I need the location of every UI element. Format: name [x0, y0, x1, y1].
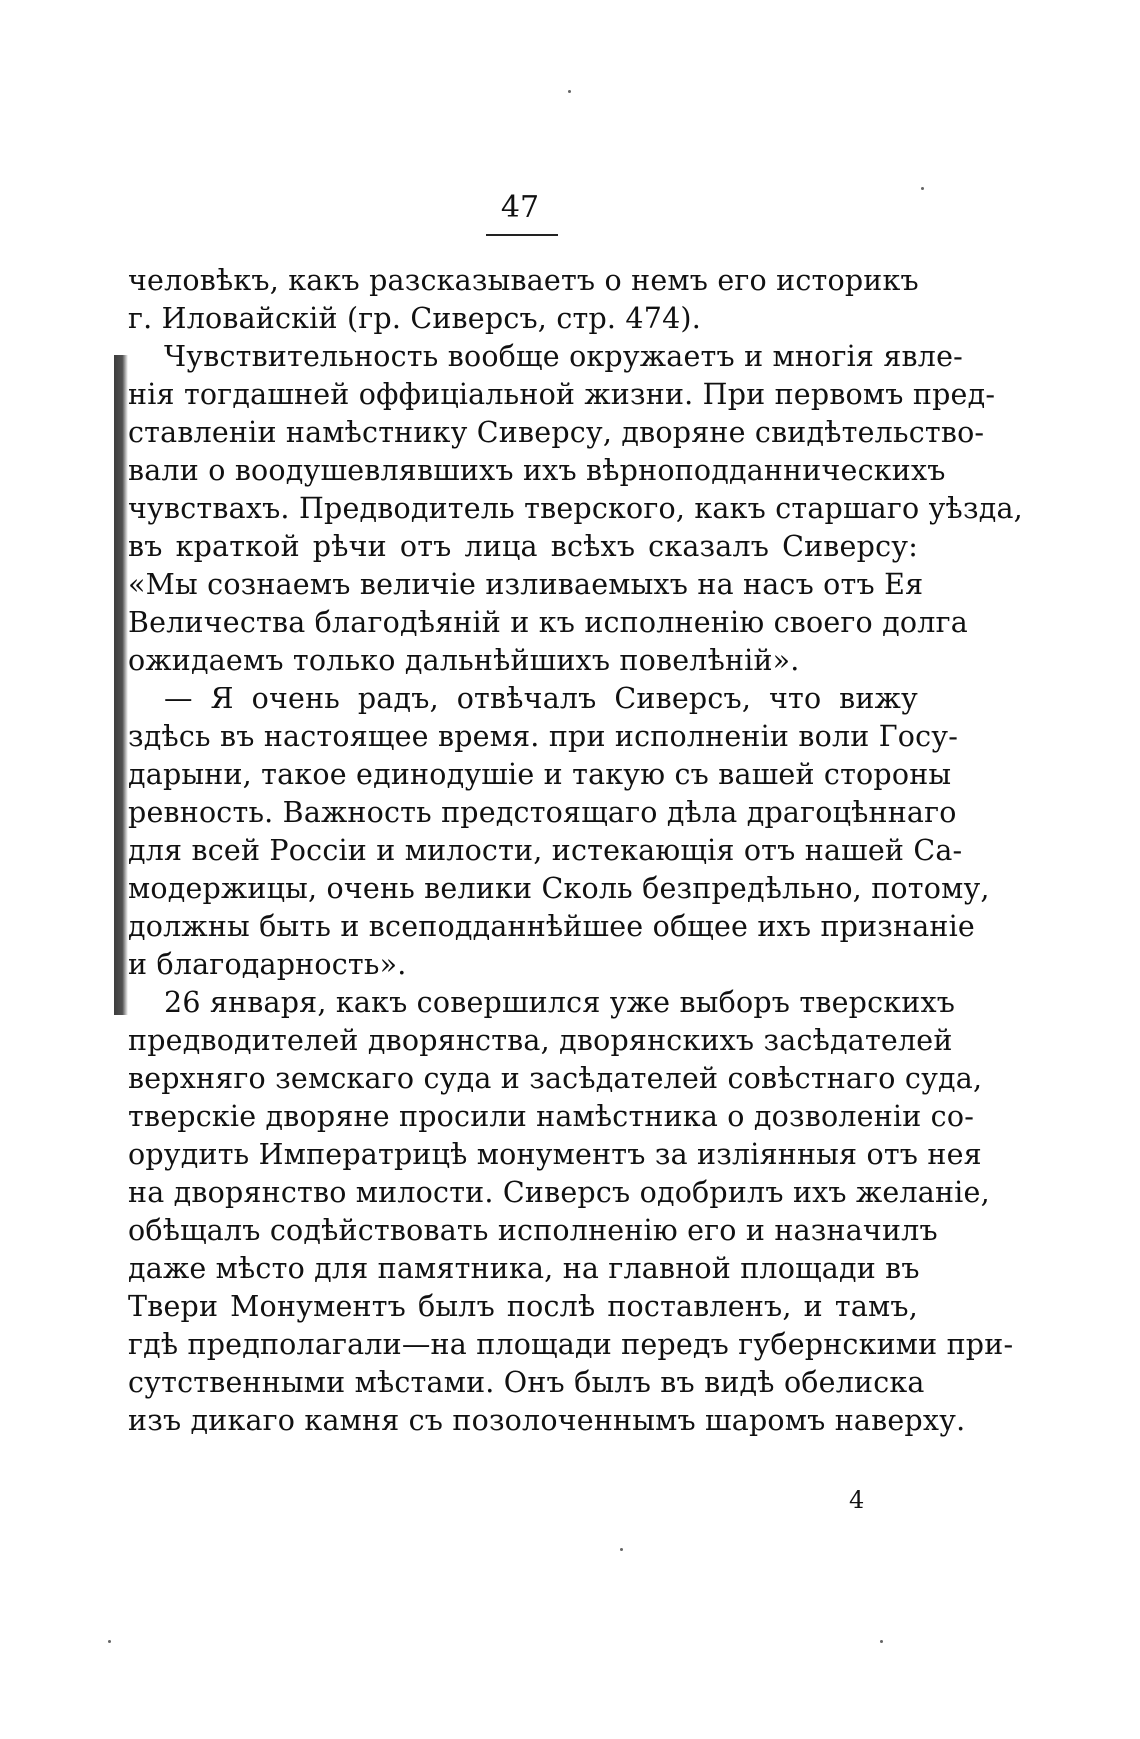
text-line: сутственными мѣстами. Онъ былъ въ видѣ обелиска — [128, 1366, 925, 1399]
text-line: — Я очень радъ, отвѣчалъ Сиверсъ, что вижу — [164, 682, 918, 715]
text-line: человѣкъ, какъ разсказываетъ о немъ его историкъ — [128, 264, 919, 297]
text-line: нія тогдашней оффиціальной жизни. При первомъ пред- — [128, 378, 996, 411]
text-line: Величества благодѣяній и къ исполненію своего долга — [128, 606, 968, 639]
text-line: въ краткой рѣчи отъ лица всѣхъ сказалъ Сиверсу: — [128, 530, 918, 563]
text-line: изъ дикаго камня съ позолоченнымъ шаромъ наверху. — [128, 1404, 966, 1437]
text-line: г. Иловайскій (гр. Сиверсъ, стр. 474). — [128, 302, 701, 335]
paper-speck — [568, 90, 571, 93]
text-line: орудить Императрицѣ монументъ за изліянныя отъ нея — [128, 1138, 982, 1171]
binding-shadow — [114, 355, 128, 1015]
signature-mark: 4 — [849, 1486, 865, 1514]
text-line: Твери Монументъ былъ послѣ поставленъ, и тамъ, — [128, 1290, 918, 1323]
body-text — [128, 262, 1023, 1440]
text-line: 26 января, какъ совершился уже выборъ тверскихъ — [164, 986, 956, 1019]
paper-speck — [620, 1548, 623, 1551]
page-number-rule — [486, 234, 558, 236]
text-line: предводителей дворянства, дворянскихъ засѣдателей — [128, 1024, 953, 1057]
text-line: тверскіе дворяне просили намѣстника о дозволеніи со- — [128, 1100, 975, 1133]
text-line: Чувствительность вообще окружаетъ и многія явле- — [164, 340, 963, 373]
text-line: на дворянство милости. Сиверсъ одобрилъ ихъ желаніе, — [128, 1176, 990, 1209]
paper-speck — [108, 1640, 111, 1643]
paper-speck — [880, 1640, 883, 1643]
text-line: ставленіи намѣстнику Сиверсу, дворяне свидѣтельство- — [128, 416, 985, 449]
text-line: обѣщалъ содѣйствовать исполненію его и назначилъ — [128, 1214, 938, 1247]
text-line: модержицы, очень велики Сколь безпредѣльно, потому, — [128, 872, 990, 905]
text-line: гдѣ предполагали—на площади передъ губернскими при- — [128, 1328, 1014, 1361]
text-line: должны быть и всеподданнѣйшее общее ихъ признаніе — [128, 910, 975, 943]
text-line: для всей Россіи и милости, истекающія отъ нашей Са- — [128, 834, 963, 867]
text-line: верхняго земскаго суда и засѣдателей совѣстнаго суда, — [128, 1062, 983, 1095]
page-number: 47 — [500, 190, 540, 225]
text-line: «Мы сознаемъ величіе изливаемыхъ на насъ отъ Ея — [128, 568, 924, 601]
text-line: и благодарность». — [128, 948, 407, 981]
text-line: даже мѣсто для памятника, на главной площади въ — [128, 1252, 920, 1285]
text-line: вали о воодушевлявшихъ ихъ вѣрноподданническихъ — [128, 454, 946, 487]
paper-speck — [921, 187, 924, 190]
text-line: ревность. Важность предстоящаго дѣла драгоцѣннаго — [128, 796, 957, 829]
text-line: дарыни, такое единодушіе и такую съ вашей стороны — [128, 758, 952, 791]
text-line: здѣсь въ настоящее время. при исполненіи воли Госу- — [128, 720, 959, 753]
text-line: ожидаемъ только дальнѣйшихъ повелѣній». — [128, 644, 800, 677]
text-line: чувствахъ. Предводитель тверского, какъ старшаго уѣзда, — [128, 492, 1023, 525]
